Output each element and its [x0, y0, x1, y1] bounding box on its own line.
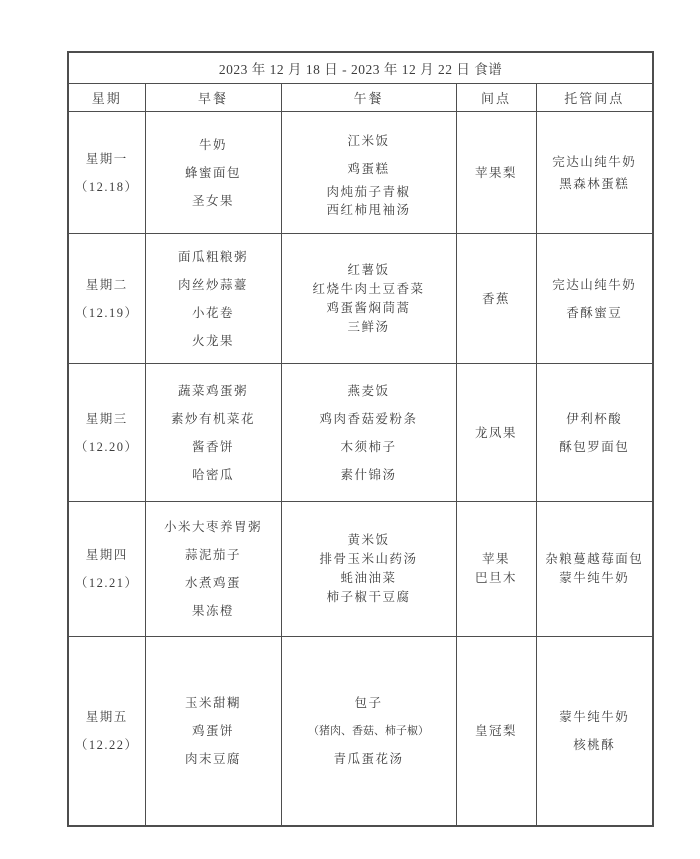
schedule-title: 2023 年 12 月 18 日 - 2023 年 12 月 22 日 食谱	[68, 52, 653, 84]
menu-item: 青瓜蛋花汤	[333, 752, 404, 766]
cell-tuesday-lunch	[281, 234, 456, 364]
cell-monday-lunch	[281, 112, 456, 234]
menu-item: 蔬菜鸡蛋粥	[177, 383, 248, 398]
menu-item: （12.21）	[74, 576, 139, 590]
table-row-monday	[68, 112, 653, 234]
col-header-breakfast: 早餐	[145, 84, 281, 112]
menu-item: 伊利杯酸	[566, 411, 623, 426]
menu-item: 水煮鸡蛋	[184, 576, 241, 590]
menu-item: 鸡蛋糕	[347, 161, 390, 176]
cell-monday-daycare-snack	[536, 112, 653, 234]
menu-item: 鸡蛋饼	[191, 724, 234, 738]
menu-item: 火龙果	[191, 333, 234, 348]
menu-item: 完达山纯牛奶	[552, 277, 637, 292]
menu-item: 核桃酥	[573, 738, 616, 752]
menu-item: （12.19）	[74, 305, 139, 320]
menu-item: 江米饭	[347, 133, 390, 148]
table-row-wednesday	[68, 364, 653, 502]
menu-item: 小花卷	[191, 305, 234, 320]
cell-friday-lunch	[281, 637, 456, 827]
menu-item: 香酥蜜豆	[566, 305, 623, 320]
menu-item: 燕麦饭	[347, 383, 390, 398]
menu-item: 苹果	[481, 552, 510, 566]
menu-item: 木须柿子	[340, 439, 397, 454]
cell-wednesday-label	[68, 364, 145, 502]
col-header-weekday: 星期	[68, 84, 145, 112]
menu-item: 哈密瓜	[191, 467, 234, 482]
menu-item: 蜂蜜面包	[184, 165, 241, 180]
menu-item: 皇冠梨	[474, 724, 517, 738]
menu-item: （12.22）	[74, 738, 139, 752]
cell-thursday-lunch	[281, 502, 456, 637]
table-row-thursday	[68, 502, 653, 637]
cell-tuesday-breakfast	[145, 234, 281, 364]
cell-friday-breakfast	[145, 637, 281, 827]
menu-item: 鸡肉香菇爱粉条	[319, 411, 418, 426]
menu-item: 小米大枣养胃粥	[163, 520, 262, 534]
cell-tuesday-daycare-snack	[536, 234, 653, 364]
menu-item: 星期三	[85, 411, 128, 426]
table-row-friday	[68, 637, 653, 827]
menu-item: 酥包罗面包	[559, 439, 630, 454]
menu-item: 牛奶	[198, 137, 227, 152]
table-row-tuesday	[68, 234, 653, 364]
menu-item: 包子	[354, 696, 383, 710]
col-header-snack: 间点	[456, 84, 536, 112]
cell-tuesday-snack	[456, 234, 536, 364]
menu-item: （12.18）	[74, 179, 139, 194]
menu-item: 肉丝炒蒜薹	[177, 277, 248, 292]
menu-item: 素炒有机菜花	[170, 411, 255, 426]
cell-thursday-daycare-snack	[536, 502, 653, 637]
cell-wednesday-breakfast	[145, 364, 281, 502]
menu-item: （12.20）	[74, 439, 139, 454]
menu-item: 完达山纯牛奶	[552, 154, 637, 169]
cell-tuesday-label	[68, 234, 145, 364]
col-header-lunch: 午餐	[281, 84, 456, 112]
menu-item: 星期五	[85, 710, 128, 724]
menu-item: 排骨玉米山药汤	[319, 552, 418, 566]
cell-thursday-breakfast	[145, 502, 281, 637]
menu-item: 柿子椒干豆腐	[326, 590, 411, 604]
menu-item: 鸡蛋酱焖茼蒿	[326, 300, 411, 315]
cell-friday-daycare-snack	[536, 637, 653, 827]
cell-thursday-label	[68, 502, 145, 637]
menu-item: 星期二	[85, 277, 128, 292]
menu-item: 三鲜汤	[347, 319, 390, 334]
menu-item: 巴旦木	[474, 571, 517, 585]
menu-item: 杂粮蔓越莓面包	[545, 552, 644, 566]
menu-item: 圣女果	[191, 193, 234, 208]
menu-item: （猪肉、香菇、柿子椒）	[308, 725, 429, 737]
col-header-daycare-snack: 托管间点	[536, 84, 653, 112]
menu-item: 红烧牛肉土豆香菜	[312, 281, 425, 296]
cell-thursday-snack	[456, 502, 536, 637]
menu-item: 西红柿甩袖汤	[326, 202, 411, 217]
cell-friday-snack	[456, 637, 536, 827]
menu-item: 果冻橙	[191, 604, 234, 618]
cell-wednesday-daycare-snack	[536, 364, 653, 502]
cell-monday-snack	[456, 112, 536, 234]
menu-item: 蒜泥茄子	[184, 548, 241, 562]
menu-item: 蚝油油菜	[340, 571, 397, 585]
menu-item: 蒙牛纯牛奶	[559, 710, 630, 724]
cell-wednesday-lunch	[281, 364, 456, 502]
menu-item: 肉末豆腐	[184, 752, 241, 766]
menu-item: 酱香饼	[191, 439, 234, 454]
menu-item: 苹果梨	[474, 165, 517, 180]
menu-item: 面瓜粗粮粥	[177, 249, 248, 264]
menu-item: 肉炖茄子青椒	[326, 184, 411, 199]
menu-item: 玉米甜糊	[184, 696, 241, 710]
menu-item: 素什锦汤	[340, 467, 397, 482]
menu-item: 红薯饭	[347, 262, 390, 277]
menu-item: 星期四	[85, 548, 128, 562]
menu-item: 星期一	[85, 151, 128, 166]
cell-wednesday-snack	[456, 364, 536, 502]
menu-item: 黄米饭	[347, 533, 390, 547]
cell-monday-breakfast	[145, 112, 281, 234]
cell-friday-label	[68, 637, 145, 827]
menu-item: 蒙牛纯牛奶	[559, 571, 630, 585]
cell-monday-label	[68, 112, 145, 234]
meal-schedule-table	[67, 51, 654, 827]
menu-item: 香蕉	[481, 291, 510, 306]
menu-item: 黑森林蛋糕	[559, 176, 630, 191]
menu-item: 龙凤果	[474, 425, 517, 440]
